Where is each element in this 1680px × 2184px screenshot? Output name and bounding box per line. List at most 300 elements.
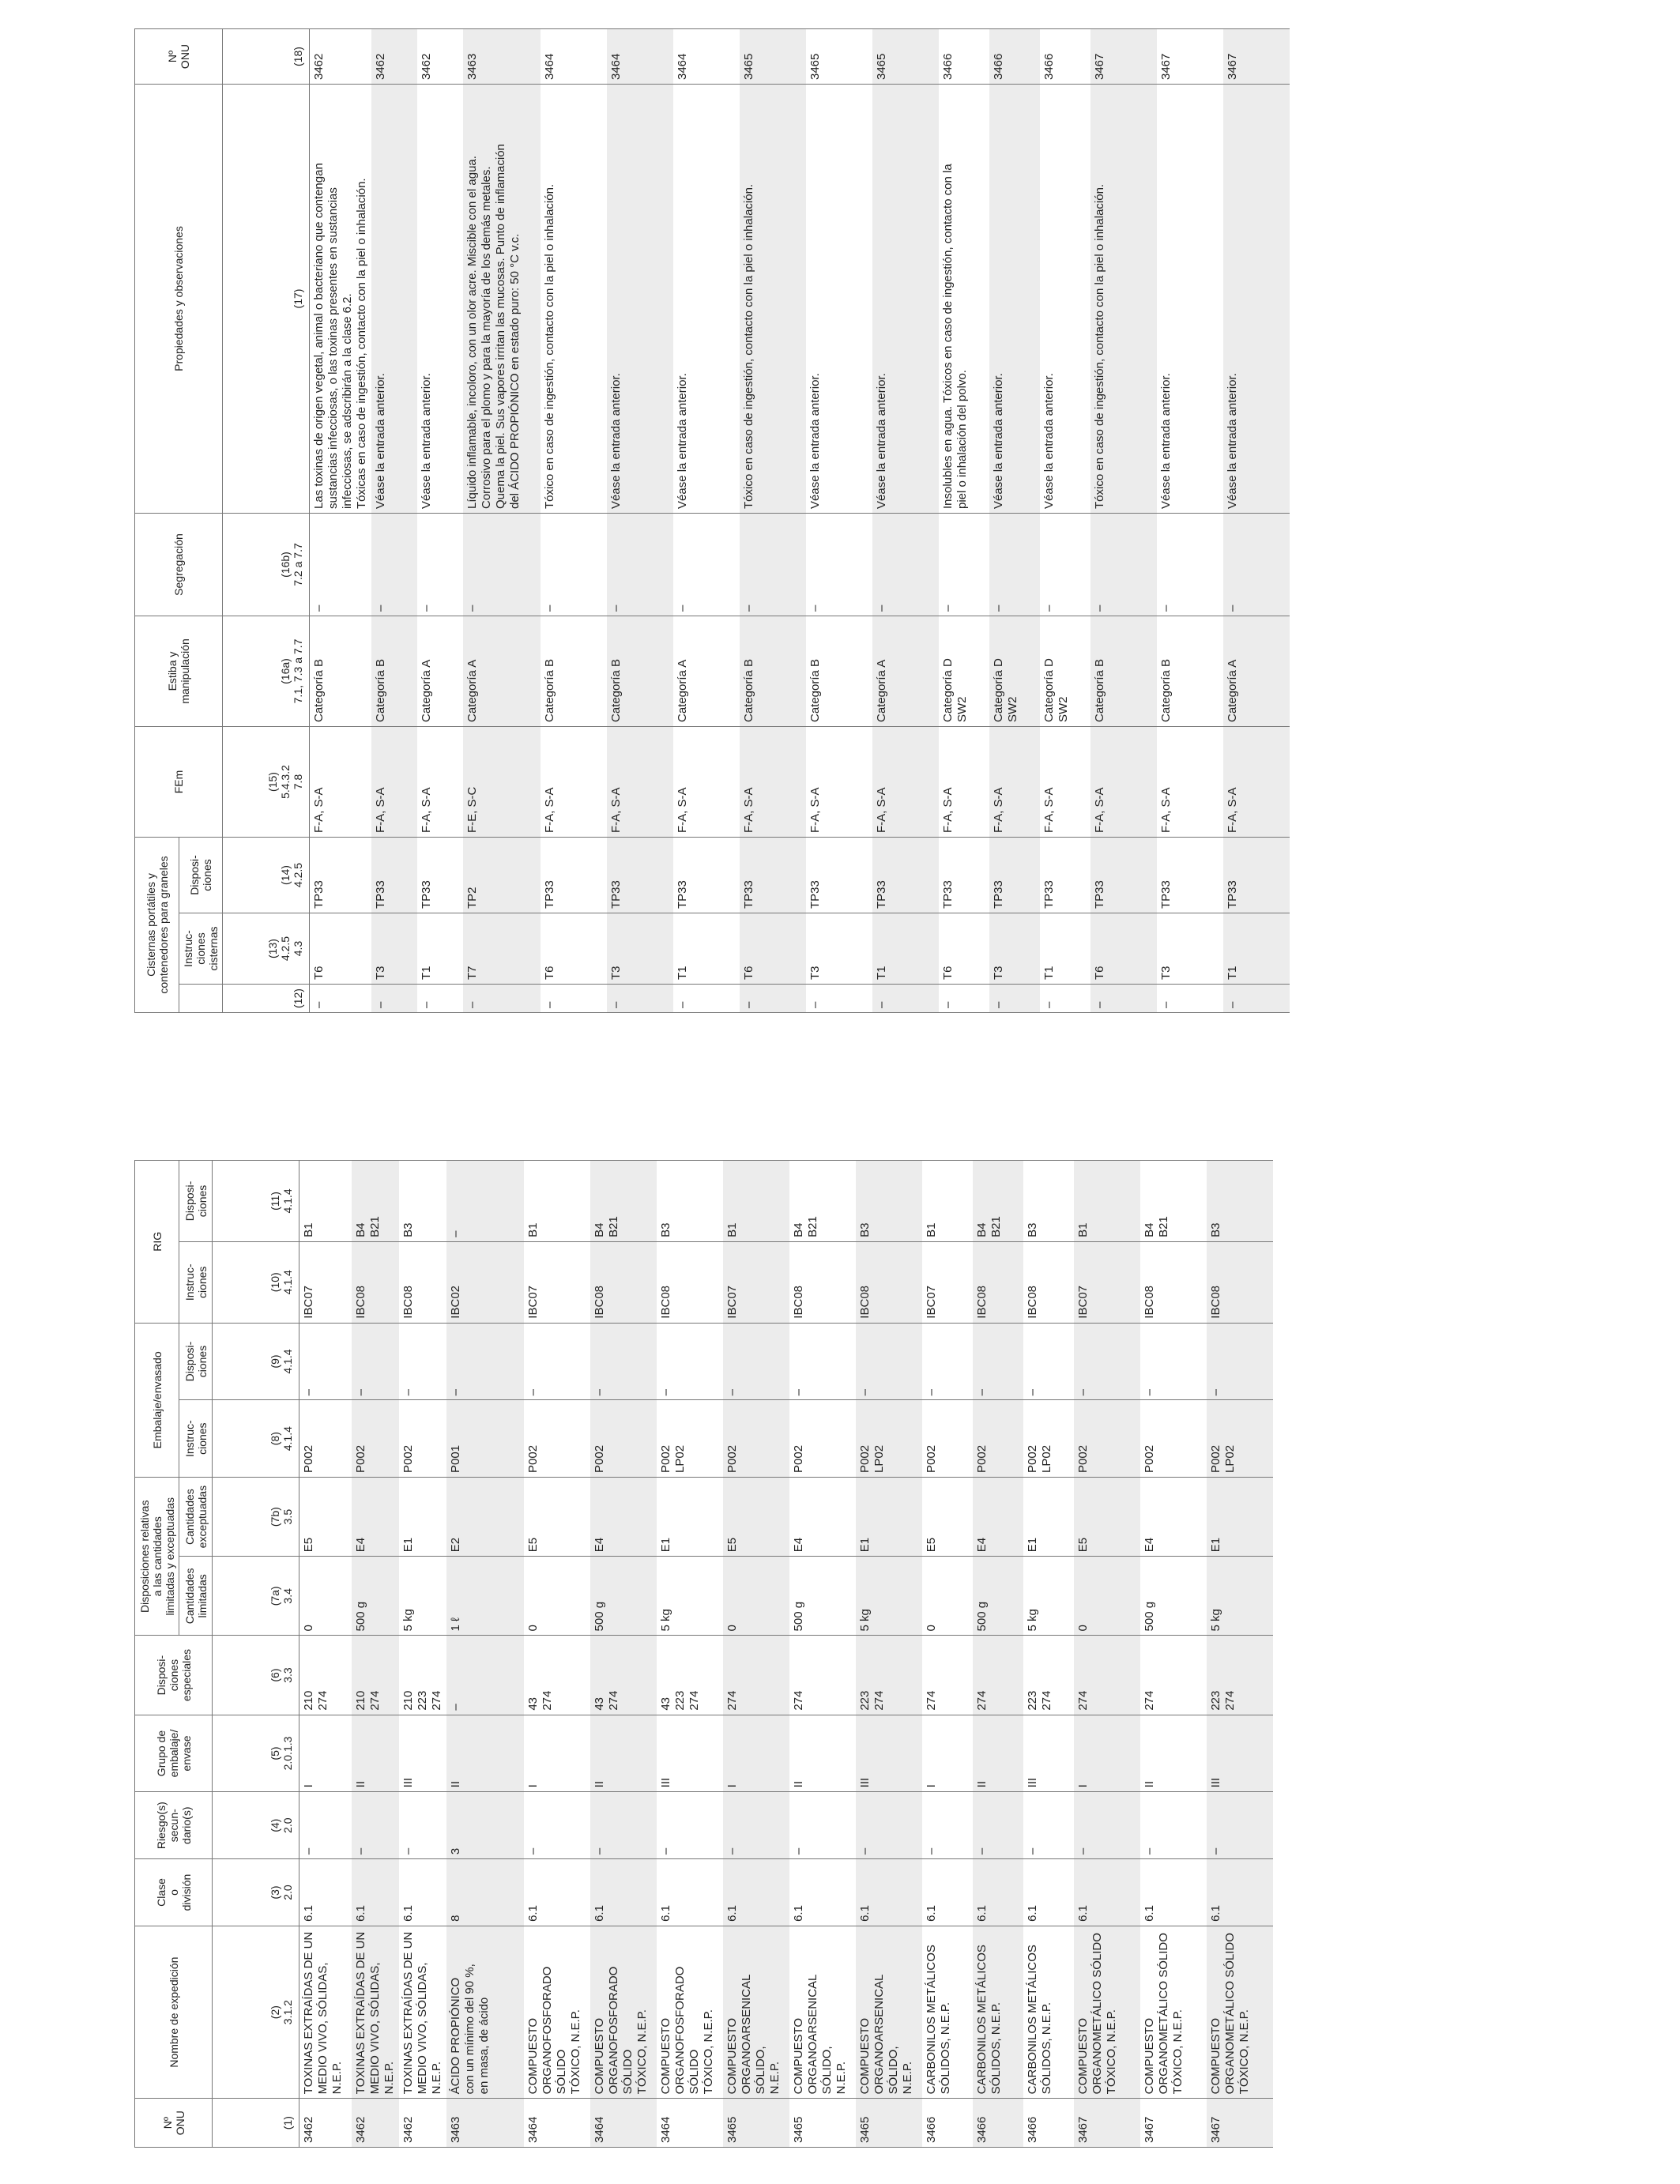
cell-ems: F-A, S-A — [607, 727, 673, 838]
cell-seg: – — [673, 514, 740, 616]
cell-tank-instr: T1 — [872, 913, 939, 985]
cell-ems: F-A, S-A — [872, 727, 939, 838]
cell-name: COMPUESTO ORGANOARSENICAL SÓLIDO, N.E.P. — [723, 1926, 789, 2098]
cell-ibc-instr: IBC08 — [1207, 1241, 1273, 1323]
cell-name: COMPUESTO ORGANOMETÁLICO SÓLIDO TÓXICO, N.E.P. — [1140, 1926, 1207, 2098]
cell-ibc-prov: B4 B21 — [352, 1161, 399, 1242]
cell-ibc-instr: IBC08 — [789, 1241, 856, 1323]
cell-tank-instr: T6 — [310, 913, 372, 985]
cell-pg: I — [1074, 1715, 1140, 1792]
cell-stow: Categoría A — [872, 616, 939, 727]
ref-col-16b: (16b) 7.2 a 7.7 — [223, 514, 310, 616]
cell-ibc-prov: B4 B21 — [973, 1161, 1023, 1242]
cell-tank-instr: T1 — [417, 913, 463, 985]
cell-c12: – — [1157, 985, 1223, 1013]
cell-sp: 210 274 — [299, 1636, 352, 1715]
cell-tank-instr: T3 — [1157, 913, 1223, 985]
cell-c12: – — [989, 985, 1040, 1013]
cell-lq: 0 — [723, 1557, 789, 1636]
cell-pack-instr: P002 — [922, 1400, 973, 1478]
ref-col-14: (14) 4.2.5 — [223, 838, 310, 913]
cell-seg: – — [1157, 514, 1223, 616]
cell-pack-prov: – — [789, 1323, 856, 1400]
ref-col-12: (12) — [223, 985, 310, 1013]
ref-col-16a: (16a) 7.1, 7.3 a 7.7 — [223, 616, 310, 727]
cell-pack-prov: – — [352, 1323, 399, 1400]
cell-ibc-instr: IBC08 — [1023, 1241, 1074, 1323]
cell-pack-instr: P002 LP02 — [1207, 1400, 1273, 1478]
cell-stow: Categoría D SW2 — [989, 616, 1040, 727]
cell-c12: – — [939, 985, 989, 1013]
table-row — [607, 29, 673, 1013]
cell-un: 3463 — [463, 29, 541, 85]
cell-name: COMPUESTO ORGANOFOSFORADO SÓLIDO TÓXICO, N.E.P. — [657, 1926, 723, 2098]
cell-pg: III — [1207, 1715, 1273, 1792]
cell-props: Véase la entrada anterior. — [1223, 85, 1290, 514]
cell-ibc-instr: IBC08 — [973, 1241, 1023, 1323]
cell-subrisk: – — [1074, 1792, 1140, 1859]
cell-pack-instr: P002 LP02 — [657, 1400, 723, 1478]
cell-sp: 223 274 — [1207, 1636, 1273, 1715]
cell-sp: 223 274 — [856, 1636, 922, 1715]
table-row — [1074, 1161, 1140, 2148]
header-properties: Propiedades y observaciones — [135, 85, 223, 514]
cell-ibc-prov: B3 — [1023, 1161, 1074, 1242]
cell-name: COMPUESTO ORGANOMETÁLICO SÓLIDO TÓXICO, N.E.P. — [1074, 1926, 1140, 2098]
cell-name: TOXINAS EXTRAÍDAS DE UN MEDIO VIVO, SÓLIDAS, N.E.P. — [352, 1926, 399, 2098]
cell-seg: – — [463, 514, 541, 616]
cell-pack-instr: P002 — [789, 1400, 856, 1478]
cell-ibc-instr: IBC08 — [590, 1241, 657, 1323]
ref-col-13: (13) 4.2.5 4.3 — [223, 913, 310, 985]
cell-pack-instr: P002 — [1140, 1400, 1207, 1478]
cell-c12: – — [1040, 985, 1090, 1013]
cell-ibc-prov: B4 B21 — [590, 1161, 657, 1242]
cell-un: 3466 — [922, 2099, 973, 2148]
cell-eq: E4 — [590, 1478, 657, 1557]
table-row — [740, 29, 806, 1013]
cell-seg: – — [371, 514, 417, 616]
cell-ems: F-A, S-A — [310, 727, 372, 838]
cell-pg: III — [399, 1715, 446, 1792]
cell-stow: Categoría A — [417, 616, 463, 727]
table-row — [1140, 1161, 1207, 2148]
ref-col-4: (4) 2.0 — [213, 1792, 299, 1859]
cell-ems: F-A, S-A — [740, 727, 806, 838]
cell-props: Véase la entrada anterior. — [989, 85, 1040, 514]
cell-tank-instr: T1 — [673, 913, 740, 985]
cell-un: 3465 — [806, 29, 872, 85]
header-packing-group: Grupo de embalaje/ envase — [135, 1715, 213, 1792]
cell-lq: 5 kg — [1023, 1557, 1074, 1636]
table-row — [310, 29, 372, 1013]
cell-stow: Categoría B — [1090, 616, 1157, 727]
ref-col-15: (15) 5.4.3.2 7.8 — [223, 727, 310, 838]
ref-col-3: (3) 2.0 — [213, 1859, 299, 1926]
cell-un: 3462 — [299, 2099, 352, 2148]
header-ibc-group: RIG — [135, 1161, 179, 1324]
cell-eq: E1 — [657, 1478, 723, 1557]
cell-un: 3465 — [723, 2099, 789, 2148]
cell-un: 3467 — [1207, 2099, 1273, 2148]
cell-ems: F-A, S-A — [989, 727, 1040, 838]
cell-stow: Categoría B — [740, 616, 806, 727]
cell-c12: – — [806, 985, 872, 1013]
cell-seg: – — [1090, 514, 1157, 616]
cell-seg: – — [417, 514, 463, 616]
cell-pack-instr: P002 — [723, 1400, 789, 1478]
cell-name: COMPUESTO ORGANOFOSFORADO SÓLIDO TÓXICO, N.E.P. — [524, 1926, 590, 2098]
header-tank-group: Cisternas portátiles y contenedores para graneles — [135, 838, 179, 1013]
header-limited-quantities: Cantidades limitadas — [179, 1557, 213, 1636]
header-packing-instructions: Instruc- ciones — [179, 1400, 213, 1478]
table-row — [789, 1161, 856, 2148]
cell-ibc-instr: IBC07 — [922, 1241, 973, 1323]
cell-ibc-instr: IBC07 — [1074, 1241, 1140, 1323]
cell-un: 3466 — [1023, 2099, 1074, 2148]
table-row — [673, 29, 740, 1013]
cell-eq: E1 — [1207, 1478, 1273, 1557]
table-row — [723, 1161, 789, 2148]
cell-eq: E2 — [446, 1478, 524, 1557]
cell-lq: 5 kg — [856, 1557, 922, 1636]
cell-ems: F-A, S-A — [1157, 727, 1223, 838]
cell-ems: F-A, S-A — [1040, 727, 1090, 838]
cell-props: Véase la entrada anterior. — [673, 85, 740, 514]
cell-c12: – — [310, 985, 372, 1013]
cell-pg: I — [922, 1715, 973, 1792]
cell-seg: – — [806, 514, 872, 616]
cell-pack-prov: – — [299, 1323, 352, 1400]
cell-un: 3462 — [417, 29, 463, 85]
cell-pg: II — [1140, 1715, 1207, 1792]
cell-tank-prov: TP33 — [806, 838, 872, 913]
cell-tank-instr: T3 — [989, 913, 1040, 985]
cell-class: 6.1 — [973, 1859, 1023, 1926]
header-un-number-right: Nº ONU — [135, 29, 223, 85]
dangerous-goods-table-cols-12-18 — [134, 28, 1290, 1013]
cell-eq: E4 — [352, 1478, 399, 1557]
left-table-body — [299, 1161, 1274, 2148]
cell-ibc-prov: B1 — [299, 1161, 352, 1242]
cell-props: Insolubles en agua. Tóxicos en caso de ingestión, contacto con la piel o inhalación del polvo. — [939, 85, 989, 514]
cell-c12: – — [371, 985, 417, 1013]
header-subsidiary-risk: Riesgo(s) secun- dario(s) — [135, 1792, 213, 1859]
cell-ibc-instr: IBC08 — [856, 1241, 922, 1323]
cell-props: Véase la entrada anterior. — [1157, 85, 1223, 514]
ref-col-2: (2) 3.1.2 — [213, 1926, 299, 2098]
cell-stow: Categoría B — [806, 616, 872, 727]
cell-un: 3464 — [607, 29, 673, 85]
table-row — [1040, 29, 1090, 1013]
cell-eq: E1 — [856, 1478, 922, 1557]
cell-pack-prov: – — [1140, 1323, 1207, 1400]
table-row — [463, 29, 541, 1013]
cell-ibc-instr: IBC07 — [299, 1241, 352, 1323]
cell-seg: – — [740, 514, 806, 616]
cell-ems: F-A, S-A — [673, 727, 740, 838]
cell-tank-instr: T6 — [1090, 913, 1157, 985]
cell-un: 3464 — [657, 2099, 723, 2148]
cell-c12: – — [740, 985, 806, 1013]
cell-eq: E4 — [1140, 1478, 1207, 1557]
cell-ibc-instr: IBC07 — [524, 1241, 590, 1323]
table-row — [590, 1161, 657, 2148]
cell-lq: 5 kg — [657, 1557, 723, 1636]
cell-class: 6.1 — [590, 1859, 657, 1926]
cell-class: 6.1 — [299, 1859, 352, 1926]
right-table-body — [310, 29, 1290, 1013]
cell-un: 3466 — [939, 29, 989, 85]
table-row — [872, 29, 939, 1013]
cell-tank-prov: TP33 — [740, 838, 806, 913]
cell-ems: F-A, S-A — [1090, 727, 1157, 838]
cell-pack-instr: P002 — [524, 1400, 590, 1478]
header-tank-instructions: Instruc- ciones cisternas — [179, 913, 223, 985]
header-packing-provisions: Disposi- ciones — [179, 1323, 213, 1400]
cell-ems: F-A, S-A — [1223, 727, 1290, 838]
cell-ems: F-A, S-A — [806, 727, 872, 838]
cell-seg: – — [1040, 514, 1090, 616]
cell-props: Tóxico en caso de ingestión, contacto con la piel o inhalación. — [740, 85, 806, 514]
ref-col-8: (8) 4.1.4 — [213, 1400, 299, 1478]
cell-ibc-prov: B1 — [1074, 1161, 1140, 1242]
cell-ibc-prov: B1 — [723, 1161, 789, 1242]
cell-un: 3466 — [1040, 29, 1090, 85]
table-row — [417, 29, 463, 1013]
table-row — [299, 1161, 352, 2148]
cell-un: 3467 — [1157, 29, 1223, 85]
cell-un: 3466 — [989, 29, 1040, 85]
cell-class: 6.1 — [1207, 1859, 1273, 1926]
cell-un: 3467 — [1140, 2099, 1207, 2148]
table-row — [1223, 29, 1290, 1013]
cell-tank-prov: TP2 — [463, 838, 541, 913]
cell-pack-instr: P002 — [1074, 1400, 1140, 1478]
table-row — [973, 1161, 1023, 2148]
cell-sp: 274 — [1140, 1636, 1207, 1715]
cell-lq: 0 — [1074, 1557, 1140, 1636]
cell-tank-prov: TP33 — [872, 838, 939, 913]
cell-pg: II — [590, 1715, 657, 1792]
cell-c12: – — [417, 985, 463, 1013]
cell-tank-prov: TP33 — [1157, 838, 1223, 913]
dangerous-goods-table-cols-1-11 — [134, 1160, 1273, 2148]
cell-stow: Categoría B — [607, 616, 673, 727]
cell-props: Véase la entrada anterior. — [607, 85, 673, 514]
cell-sp: 274 — [789, 1636, 856, 1715]
cell-ibc-instr: IBC08 — [1140, 1241, 1207, 1323]
cell-ibc-instr: IBC08 — [657, 1241, 723, 1323]
table-row — [371, 29, 417, 1013]
cell-stow: Categoría A — [463, 616, 541, 727]
cell-sp: 43 274 — [524, 1636, 590, 1715]
header-col-12-blank — [179, 985, 223, 1013]
cell-class: 8 — [446, 1859, 524, 1926]
cell-tank-prov: TP33 — [417, 838, 463, 913]
cell-props: Véase la entrada anterior. — [417, 85, 463, 514]
header-excepted-quantities: Cantidades exceptuadas — [179, 1478, 213, 1557]
cell-name: COMPUESTO ORGANOMETÁLICO SÓLIDO TÓXICO, N.E.P. — [1207, 1926, 1273, 2098]
cell-props: Véase la entrada anterior. — [806, 85, 872, 514]
cell-stow: Categoría B — [541, 616, 607, 727]
cell-ibc-prov: B1 — [524, 1161, 590, 1242]
cell-name: COMPUESTO ORGANOFOSFORADO SÓLIDO TÓXICO, N.E.P. — [590, 1926, 657, 2098]
cell-un: 3464 — [590, 2099, 657, 2148]
cell-pg: I — [299, 1715, 352, 1792]
cell-ibc-instr: IBC02 — [446, 1241, 524, 1323]
cell-tank-instr: T3 — [371, 913, 417, 985]
cell-ems: F-A, S-A — [541, 727, 607, 838]
cell-subrisk: – — [723, 1792, 789, 1859]
ref-col-10: (10) 4.1.4 — [213, 1241, 299, 1323]
cell-un: 3464 — [541, 29, 607, 85]
cell-class: 6.1 — [524, 1859, 590, 1926]
cell-subrisk: – — [590, 1792, 657, 1859]
cell-c12: – — [1090, 985, 1157, 1013]
cell-tank-instr: T1 — [1040, 913, 1090, 985]
cell-subrisk: – — [352, 1792, 399, 1859]
cell-lq: 500 g — [1140, 1557, 1207, 1636]
cell-lq: 0 — [524, 1557, 590, 1636]
cell-eq: E1 — [1023, 1478, 1074, 1557]
cell-class: 6.1 — [789, 1859, 856, 1926]
header-ibc-instructions: Instruc- ciones — [179, 1241, 213, 1323]
cell-un: 3462 — [371, 29, 417, 85]
cell-ibc-prov: B4 B21 — [789, 1161, 856, 1242]
cell-sp: 43 223 274 — [657, 1636, 723, 1715]
cell-ibc-prov: B4 B21 — [1140, 1161, 1207, 1242]
cell-c12: – — [872, 985, 939, 1013]
cell-sp: 274 — [1074, 1636, 1140, 1715]
cell-subrisk: – — [1207, 1792, 1273, 1859]
cell-seg: – — [541, 514, 607, 616]
cell-ibc-prov: B3 — [657, 1161, 723, 1242]
cell-lq: 5 kg — [1207, 1557, 1273, 1636]
cell-pack-instr: P002 — [299, 1400, 352, 1478]
cell-props: Las toxinas de origen vegetal, animal o bacteriano que contengan sustancias infecciosas, o las toxinas presentes en sustancias infecciosas, se adscribirán a la clase 6.2. Tóxicas en caso de ingestión, contacto con la piel o inhalación. — [310, 85, 372, 514]
cell-pack-prov: – — [399, 1323, 446, 1400]
table-row — [1090, 29, 1157, 1013]
cell-pack-instr: P002 LP02 — [856, 1400, 922, 1478]
header-packing-group-heading: Embalaje/envasado — [135, 1323, 179, 1477]
cell-name: ÁCIDO PROPIÓNICO con un mínimo del 90 %, en masa, de ácido — [446, 1926, 524, 2098]
cell-pack-prov: – — [1074, 1323, 1140, 1400]
cell-ibc-prov: B1 — [922, 1161, 973, 1242]
cell-class: 6.1 — [856, 1859, 922, 1926]
cell-subrisk: 3 — [446, 1792, 524, 1859]
header-segregation: Segregación — [135, 514, 223, 616]
cell-subrisk: – — [1023, 1792, 1074, 1859]
cell-tank-prov: TP33 — [371, 838, 417, 913]
cell-pack-instr: P002 — [590, 1400, 657, 1478]
cell-class: 6.1 — [723, 1859, 789, 1926]
cell-ibc-instr: IBC07 — [723, 1241, 789, 1323]
cell-pg: II — [446, 1715, 524, 1792]
cell-seg: – — [872, 514, 939, 616]
cell-lq: 0 — [922, 1557, 973, 1636]
cell-lq: 500 g — [590, 1557, 657, 1636]
header-tank-provisions: Disposi- ciones — [179, 838, 223, 913]
cell-subrisk: – — [299, 1792, 352, 1859]
cell-name: TOXINAS EXTRAÍDAS DE UN MEDIO VIVO, SÓLIDAS, N.E.P. — [399, 1926, 446, 2098]
cell-subrisk: – — [856, 1792, 922, 1859]
header-shipping-name: Nombre de expedición — [135, 1926, 213, 2098]
cell-pack-prov: – — [1023, 1323, 1074, 1400]
cell-seg: – — [939, 514, 989, 616]
cell-un: 3466 — [973, 2099, 1023, 2148]
cell-eq: E4 — [789, 1478, 856, 1557]
cell-stow: Categoría B — [371, 616, 417, 727]
cell-ems: F-A, S-A — [371, 727, 417, 838]
cell-seg: – — [1223, 514, 1290, 616]
header-limited-excepted-group: Disposiciones relativas a las cantidades limitadas y exceptuadas — [135, 1478, 179, 1636]
ref-col-1: (1) — [213, 2099, 299, 2148]
cell-tank-instr: T6 — [740, 913, 806, 985]
cell-eq: E4 — [973, 1478, 1023, 1557]
cell-name: CARBONILOS METÁLICOS SÓLIDOS, N.E.P. — [922, 1926, 973, 2098]
table-row — [939, 29, 989, 1013]
cell-class: 6.1 — [1140, 1859, 1207, 1926]
cell-subrisk: – — [399, 1792, 446, 1859]
cell-eq: E1 — [399, 1478, 446, 1557]
cell-name: COMPUESTO ORGANOARSENICAL SÓLIDO, N.E.P. — [856, 1926, 922, 2098]
cell-ibc-instr: IBC08 — [399, 1241, 446, 1323]
cell-tank-prov: TP33 — [1223, 838, 1290, 913]
header-special-provisions: Disposi- ciones especiales — [135, 1636, 213, 1715]
cell-props: Véase la entrada anterior. — [872, 85, 939, 514]
cell-pack-instr: P002 — [399, 1400, 446, 1478]
cell-subrisk: – — [1140, 1792, 1207, 1859]
cell-tank-prov: TP33 — [541, 838, 607, 913]
cell-tank-instr: T6 — [939, 913, 989, 985]
cell-tank-instr: T1 — [1223, 913, 1290, 985]
cell-name: TOXINAS EXTRAÍDAS DE UN MEDIO VIVO, SÓLIDAS, N.E.P. — [299, 1926, 352, 2098]
table-row — [856, 1161, 922, 2148]
cell-ems: F-E, S-C — [463, 727, 541, 838]
cell-name: CARBONILOS METÁLICOS SÓLIDOS, N.E.P. — [973, 1926, 1023, 2098]
ref-col-7a: (7a) 3.4 — [213, 1557, 299, 1636]
header-un-number: Nº ONU — [135, 2099, 213, 2148]
cell-un: 3467 — [1223, 29, 1290, 85]
cell-subrisk: – — [789, 1792, 856, 1859]
cell-pack-prov: – — [856, 1323, 922, 1400]
table-row — [989, 29, 1040, 1013]
cell-stow: Categoría A — [673, 616, 740, 727]
cell-pg: III — [1023, 1715, 1074, 1792]
cell-pack-instr: P002 — [973, 1400, 1023, 1478]
cell-stow: Categoría B — [310, 616, 372, 727]
cell-props: Líquido inflamable, incoloro, con un olor acre. Miscible con el agua. Corrosivo para el plomo y para la mayoría de los demás metales. Quema la piel. Sus vapores irritan las mucosas. Punto de inflamación del ÁCIDO PROPIÓNICO en estado puro: 50 °C v.c. — [463, 85, 541, 514]
cell-class: 6.1 — [922, 1859, 973, 1926]
cell-ibc-prov: – — [446, 1161, 524, 1242]
cell-lq: 0 — [299, 1557, 352, 1636]
cell-un: 3462 — [399, 2099, 446, 2148]
cell-pg: I — [524, 1715, 590, 1792]
table-row — [922, 1161, 973, 2148]
cell-un: 3465 — [789, 2099, 856, 2148]
cell-tank-prov: TP33 — [1040, 838, 1090, 913]
ref-col-6: (6) 3.3 — [213, 1636, 299, 1715]
cell-seg: – — [607, 514, 673, 616]
cell-class: 6.1 — [352, 1859, 399, 1926]
cell-eq: E5 — [922, 1478, 973, 1557]
cell-name: CARBONILOS METÁLICOS SÓLIDOS, N.E.P. — [1023, 1926, 1074, 2098]
cell-un: 3467 — [1090, 29, 1157, 85]
cell-un: 3464 — [673, 29, 740, 85]
cell-subrisk: – — [524, 1792, 590, 1859]
cell-pg: I — [723, 1715, 789, 1792]
